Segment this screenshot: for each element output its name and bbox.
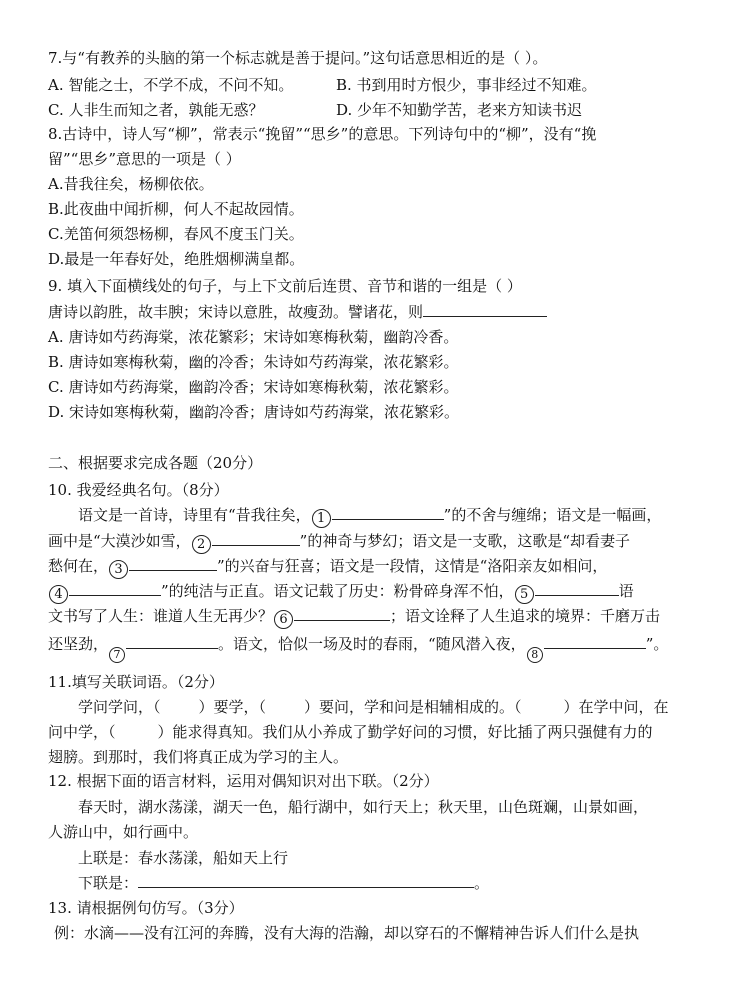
blank-number-7: 7 [109,647,125,663]
q7-option-a: A. 智能之士，不学不成，不问不知。 [48,76,294,94]
q10-text: 。语文，恰似一场及时的春雨，“随风潜入夜， [218,635,526,653]
q10-text: ”的纯洁与正直。语文记载了历史：粉骨碎身浑不怕， [161,582,514,600]
q8-stem-line1: 8.古诗中，诗人写“柳”，常表示“挽留”“思乡”的意思。下列诗句中的“柳”，没有“挽 [48,125,597,143]
q10-text: 语 [618,582,634,600]
section-2-title: 二、根据要求完成各题（20分） [48,454,263,472]
q12-title: 12. 根据下面的语言材料，运用对偶知识对出下联。（2分） [48,772,439,790]
q11-title: 11.填写关联词语。（2分） [48,673,224,691]
q9-option-d: D. 宋诗如寒梅秋菊，幽韵冷香；唐诗如芍药海棠，浓花繁彩。 [48,403,460,421]
q9-option-c: C. 唐诗如芍药海棠，幽韵冷香；宋诗如寒梅秋菊，浓花繁彩。 [48,378,459,396]
q10-blank-2[interactable] [212,531,300,546]
q13-title: 13. 请根据例句仿写。（3分） [48,899,244,917]
q8-option-d: D.最是一年春好处，绝胜烟柳满皇都。 [48,250,305,268]
q12-lower-end: 。 [474,874,490,892]
blank-number-5: 5 [515,585,534,604]
q11-line2 [48,722,653,742]
q7-options-cd [48,100,583,120]
q7-stem: 7.与“有教养的头脑的第一个标志就是善于提问。”这句话意思相近的是（ ）。 [48,49,548,67]
q8-stem-line2: 留”“思乡”意思的一项是（ ） [48,150,241,168]
q12-material-line2: 人游山中，如行画中。 [48,823,199,841]
q10-blank-7[interactable] [126,634,218,649]
q10-blank-1[interactable] [332,505,444,520]
q10-text: 画中是“大漠沙如雪， [48,532,191,550]
q10-blank-8[interactable] [544,634,646,649]
q10-text: ”。 [645,635,669,653]
q7-options-ab [48,75,597,95]
q8-option-a: A.昔我往矣，杨柳依依。 [48,175,214,193]
q10-text: ；语文诠释了人生追求的境界：千磨万击 [390,607,661,625]
q13-example: 例：水滴——没有江河的奔腾，没有大海的浩瀚，却以穿石的不懈精神告诉人们什么是执 [54,924,640,942]
q10-blank-6[interactable] [294,606,390,621]
q10-blank-4[interactable] [69,581,161,596]
q12-material-line1: 春天时，湖水荡漾，湖天一色，船行湖中，如行天上；秋天里，山色斑斓，山景如画， [78,798,649,816]
q11-text: 学问学问，（ [78,698,161,716]
q10-text: 语文是一首诗，诗里有“昔我往矣， [78,506,311,524]
q9-context [48,302,547,322]
q12-lower-label: 下联是： [78,874,139,892]
q10-blank-3[interactable] [129,556,217,571]
q10-text: ”的不舍与缠绵；语文是一幅画， [443,506,662,524]
q10-blank-5[interactable] [535,581,619,596]
blank-number-3: 3 [109,560,128,579]
blank-number-4: 4 [49,585,68,604]
q10-line3 [48,556,607,579]
q7-option-d: D. 少年不知勤学苦，老来方知读书迟 [336,101,583,119]
blank-number-1: 1 [312,509,331,528]
q11-text: ）能求得真知。我们从小养成了勤学好问的习惯，好比插了两只强健有力的 [157,723,653,741]
q10-line6 [48,634,668,663]
blank-number-2: 2 [192,535,211,554]
q12-lower-couplet [78,873,489,893]
q7-option-c: C. 人非生而知之者，孰能无惑？ [48,101,264,119]
q9-context-text: 唐诗以韵胜，故丰腴；宋诗以意胜，故瘦劲。譬诸花，则 [48,303,424,321]
q10-text: ”的神奇与梦幻；语文是一支歌，这歌是“却看妻子 [299,532,631,550]
q10-line5 [48,606,660,629]
blank-number-6: 6 [274,610,293,629]
q8-option-c: C.羌笛何须怨杨柳，春风不度玉门关。 [48,225,304,243]
q12-upper-couplet: 上联是：春水荡漾，船如天上行 [78,849,289,867]
q8-option-b: B.此夜曲中闻折柳，何人不起故园情。 [48,200,304,218]
q9-answer-blank[interactable] [423,302,547,317]
q9-stem: 9. 填入下面横线处的句子，与上下文前后连贯、音节和谐的一组是（ ） [48,277,522,295]
q11-text: 问中学，（ [48,723,116,741]
q11-line3: 翅膀。到那时，我们将真正成为学习的主人。 [48,748,349,766]
q9-option-b: B. 唐诗如寒梅秋菊，幽的冷香；朱诗如芍药海棠，浓花繁彩。 [48,353,459,371]
q10-title: 10. 我爱经典名句。（8分） [48,481,229,499]
q10-text: 还坚劲， [48,635,109,653]
q11-line1 [78,697,669,717]
q10-text: 愁何在， [48,557,109,575]
q7-option-b: B. 书到用时方恨少，事非经过不知难。 [336,76,597,94]
q9-option-a: A. 唐诗如芍药海棠，浓花繁彩；宋诗如寒梅秋菊，幽韵冷香。 [48,328,459,346]
blank-number-8: 8 [527,647,543,663]
q10-text: 文书写了人生：谁道人生无再少？ [48,607,274,625]
q10-text: ”的兴奋与狂喜；语文是一段情，这情是“洛阳亲友如相问， [217,557,608,575]
q10-line2 [48,531,630,554]
q11-text: ）要学，（ [198,698,267,716]
q11-text: ）在学中问，在 [563,698,669,716]
q11-text: ）要问，学和问是相辅相成的。（ [304,698,522,716]
q10-line1 [78,505,661,528]
q12-lower-blank[interactable] [138,873,474,888]
q10-line4 [48,581,634,604]
